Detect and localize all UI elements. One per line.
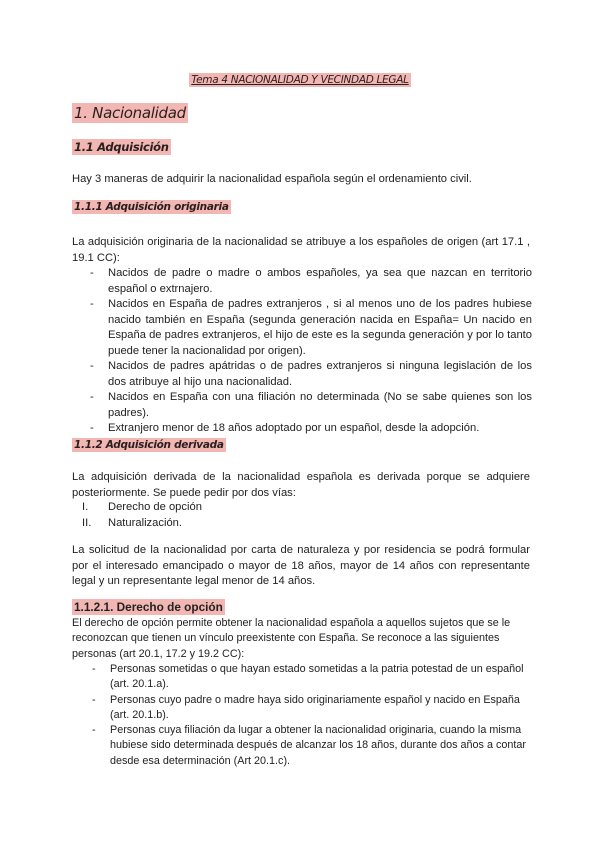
heading-adquisicion-derivada xyxy=(72,439,226,451)
heading-originaria-text: 1.1.1 Adquisición originaria xyxy=(74,201,229,213)
intro-paragraph: Hay 3 maneras de adquirir la nacionalidad española según el ordenamiento civil. xyxy=(72,173,472,185)
list-text: Naturalización. xyxy=(108,516,182,529)
heading-adquisicion xyxy=(72,140,171,154)
document-title-text: Tema 4 NACIONALIDAD Y VECINDAD LEGAL xyxy=(191,74,409,86)
list-item: - Nacidos en España con una filiación no determinada (No se sabe quienes son los padres). xyxy=(72,390,532,421)
list-number: I. xyxy=(82,501,89,513)
list-number: II. xyxy=(82,516,92,529)
originaria-list xyxy=(72,266,532,437)
opcion-list xyxy=(72,662,532,769)
derivada-paragraph: La adquisición derivada de la nacionalidad española es derivada porque se adquiere posteriormente. Se puede pedir por dos vías: xyxy=(72,471,530,499)
heading-adquisicion-text: 1.1 Adquisición xyxy=(74,140,169,154)
heading-derivada-text: 1.1.2 Adquisición derivada xyxy=(74,439,224,451)
list-item: - Nacidos en España de padres extranjeros , si al menos uno de los padres hubiese nacido también en España (segunda generación nacida en España= Un nacido en España de padres extranjeros, el hijo de este es la segunda generación y por lo tanto puede tener la nacionalidad por origen). xyxy=(72,297,532,359)
heading-derecho-opcion xyxy=(72,600,225,614)
heading-nacionalidad xyxy=(72,104,188,122)
list-item: - Nacidos de padre o madre o ambos españoles, ya sea que nazcan en territorio español o extrnajero. xyxy=(72,266,532,297)
list-item xyxy=(72,500,532,516)
list-item: - Personas cuya filiación da lugar a obtener la nacionalidad originaria, cuando la misma hubiese sido determinada después de alcanzar los 18 años, durante dos años a contar desde esa determinación (Art 20.1.c). xyxy=(72,723,532,769)
heading-nacionalidad-text: 1. Nacionalidad xyxy=(74,104,186,122)
list-item: - Nacidos de padres apátridas o de padres extranjeros si ninguna legislación de los dos atribuye al hijo una nacionalidad. xyxy=(72,359,532,390)
list-item xyxy=(72,516,532,532)
heading-adquisicion-originaria xyxy=(72,201,231,213)
originaria-paragraph: La adquisición originaria de la nacionalidad se atribuye a los españoles de origen (art 17.1 , 19.1 CC): xyxy=(72,236,530,264)
list-item: - Extranjero menor de 18 años adoptado por un español, desde la adopción. xyxy=(72,421,532,437)
heading-opcion-text: 1.1.2.1. Derecho de opción xyxy=(74,600,223,614)
list-item: - Personas cuyo padre o madre haya sido originariamente español y nacido en España (art. 20.1.b). xyxy=(72,693,532,724)
list-text: Derecho de opción xyxy=(108,501,202,513)
list-item: - Personas sometidas o que hayan estado sometidas a la patria potestad de un español (art. 20.1.a). xyxy=(72,662,532,693)
derivada-list xyxy=(72,500,532,531)
document-title xyxy=(0,74,600,86)
solicitud-paragraph: La solicitud de la nacionalidad por carta de naturaleza y por residencia se podrá formular por el interesado emancipado o mayor de 18 años, mayor de 14 años con representante legal y un representante legal menor de 14 años. xyxy=(72,544,530,587)
opcion-paragraph: El derecho de opción permite obtener la nacionalidad española a aquellos sujetos que se le reconozcan que tienen un vínculo preexistente con España. Se reconoce a las siguientes personas (art 20.1, 17.2 y 19.2 CC): xyxy=(72,617,511,660)
